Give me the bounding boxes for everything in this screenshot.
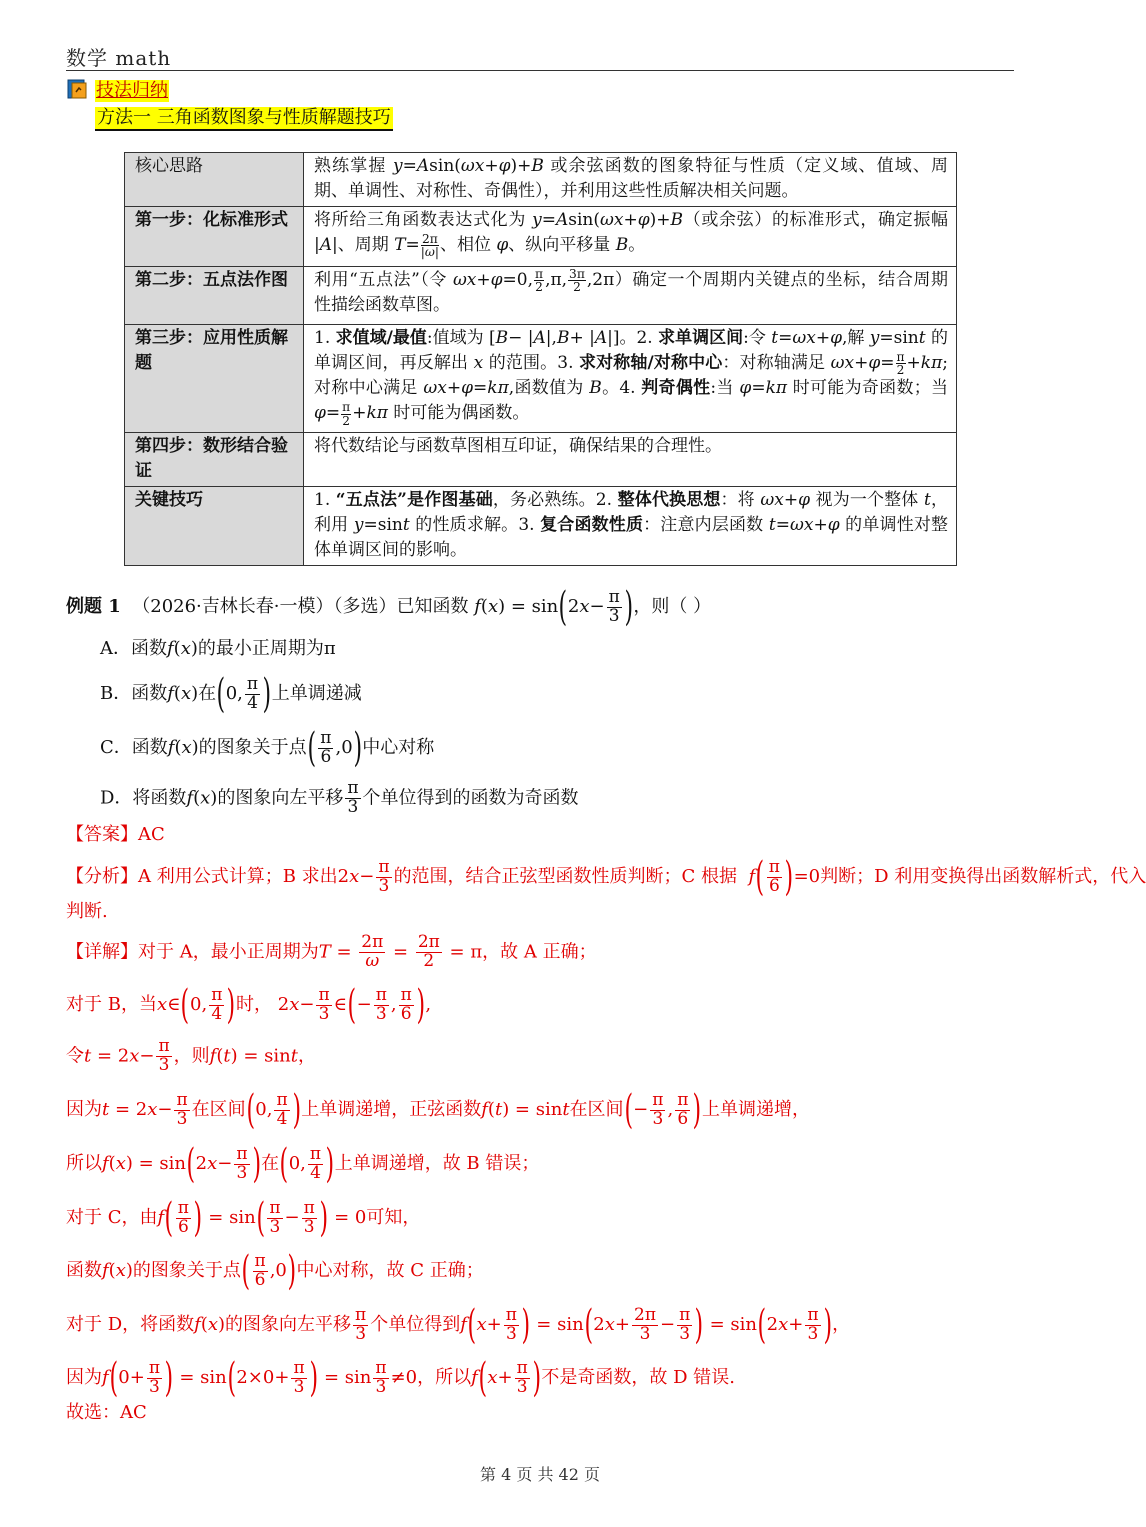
- row-value: 1. 求值域/最值:值域为 [B− |A|,B+ |A|]。2. 求单调区间:令 t=ωx+φ,解 y=sint 的单调区间，再反解出 x 的范围。3. 求对称轴/对称中心：对称轴满足 ωx+φ= $\frac{\pi}{2}$ +kπ; 对称中心满足 ωx+φ=kπ,函数值为 B。4. 判奇偶性:当 φ=kπ 时可能为奇函数；当 φ= $\frac{\pi}{2}$ +kπ 时可能为偶函数。: [304, 325, 957, 433]
- detail-b-1: 对于 B，当x∈(0, $\frac{\pi}{4}$ )时， 2x− $\frac{\pi}{3}$ ∈(− $\frac{\pi}{3}$ , $\frac{\pi}{6}$ ),: [66, 982, 432, 1028]
- analysis-line-1: 【分析】A 利用公式计算；B 求出2x− $\frac{\pi}{3}$ 的范围，结合正弦型函数性质判断；C 根据 f( $\frac{\pi}{6}$ )=0判断；D 利用变换得出函数解析式，代入: [66, 854, 1146, 900]
- row-key: 关键技巧: [125, 487, 304, 566]
- detail-a: 【详解】对于 A，最小正周期为T = $\frac{2\pi}{\omega}$ = $\frac{2\pi}{2}$ = π，故 A 正确；: [66, 932, 597, 971]
- table-row: [125, 267, 957, 325]
- detail-d-2: 因为f(0+ $\frac{\pi}{3}$ ) = sin(2×0+ $\frac{\pi}{3}$ ) = sin $\frac{\pi}{3}$ ≠0，所以f(x+ $\frac{\pi}{3}$ )不是奇函数，故 D 错误.: [66, 1355, 736, 1401]
- final-answer: 故选：AC: [66, 1402, 147, 1423]
- answer: 【答案】AC: [66, 824, 165, 845]
- page-footer: 第 4 页 共 42 页: [480, 1465, 600, 1484]
- method-table: [124, 152, 957, 566]
- detail-c-2: 函数f(x)的图象关于点( $\frac{\pi}{6}$ ,0)中心对称，故 C 正确；: [66, 1248, 484, 1294]
- option-d: D．将函数f(x)的图象向左平移 $\frac{\pi}{3}$ 个单位得到的函数为奇函数: [100, 778, 579, 817]
- option-a: A．函数f(x)的最小正周期为π: [100, 638, 336, 659]
- row-key: 第二步：五点法作图: [125, 267, 304, 325]
- notebook-icon: [66, 78, 88, 100]
- detail-b-3: 因为t = 2x− $\frac{\pi}{3}$ 在区间(0, $\frac{\pi}{4}$ )上单调递增，正弦函数f(t) = sint在区间(− $\frac{\pi}{3}$ , $\frac{\pi}{6}$ )上单调递增，: [66, 1087, 810, 1133]
- row-value: 将代数结论与函数草图相互印证，确保结果的合理性。: [304, 433, 957, 487]
- row-key: 第三步：应用性质解题: [125, 325, 304, 433]
- row-value: 熟练掌握 y=Asin(ωx+φ)+B 或余弦函数的图象特征与性质（定义域、值域、周期、单调性、对称性、奇偶性），并利用这些性质解决相关问题。: [304, 153, 957, 207]
- example-question: 例题 1 （2026·吉林长春·一模）（多选）已知函数 f(x) = sin(2x− $\frac{\pi}{3}$ )，则（ ）: [66, 584, 712, 630]
- row-key: 核心思路: [125, 153, 304, 207]
- detail-c-1: 对于 C，由f( $\frac{\pi}{6}$ ) = sin( $\frac{\pi}{3}$ − $\frac{\pi}{3}$ ) = 0可知，: [66, 1195, 421, 1241]
- row-key: 第一步：化标准形式: [125, 207, 304, 267]
- page-header: 数学 math: [66, 46, 172, 70]
- section-title: 技法归纳: [96, 80, 168, 101]
- detail-d-1: 对于 D，将函数f(x)的图象向左平移 $\frac{\pi}{3}$ 个单位得到f(x+ $\frac{\pi}{3}$ ) = sin(2x+ $\frac{2\pi}{3}$ − $\frac{\pi}{3}$ ) = sin(2x+ $\frac{\pi}{3}$ )，: [66, 1302, 851, 1348]
- option-b: B．函数f(x)在(0, $\frac{\pi}{4}$ )上单调递减: [100, 671, 362, 717]
- table-row: [125, 153, 957, 207]
- row-value: 将所给三角函数表达式化为 y=Asin(ωx+φ)+B（或余弦）的标准形式，确定振幅 |A|、周期 T= $\frac{2\pi}{|\omega|}$ 、相位 φ、纵向平移量 B。: [304, 207, 957, 267]
- row-key: 第四步：数形结合验证: [125, 433, 304, 487]
- row-value: 利用“五点法”（令 ωx+φ=0, $\frac{\pi}{2}$ ,π, $\frac{3\pi}{2}$ ,2π）确定一个周期内关键点的坐标，结合周期性描绘函数草图。: [304, 267, 957, 325]
- table-row: [125, 487, 957, 566]
- detail-b-2: 令t = 2x− $\frac{\pi}{3}$ ，则f(t) = sint，: [66, 1036, 316, 1075]
- table-row: [125, 325, 957, 433]
- option-c: C．函数f(x)的图象关于点( $\frac{\pi}{6}$ ,0)中心对称: [100, 725, 435, 771]
- table-row: [125, 433, 957, 487]
- row-value: 1. “五点法”是作图基础，务必熟练。2. 整体代换思想：将 ωx+φ 视为一个整体 t，利用 y=sint 的性质求解。3. 复合函数性质：注意内层函数 t=ωx+φ 的单调性对整体单调区间的影响。: [304, 487, 957, 566]
- header-rule: [66, 70, 1014, 71]
- table-row: [125, 207, 957, 267]
- detail-b-4: 所以f(x) = sin(2x− $\frac{\pi}{3}$ )在(0, $\frac{\pi}{4}$ )上单调递增，故 B 错误；: [66, 1141, 540, 1187]
- method-title: 方法一 三角函数图象与性质解题技巧: [95, 107, 393, 131]
- analysis-line-2: 判断.: [66, 901, 108, 922]
